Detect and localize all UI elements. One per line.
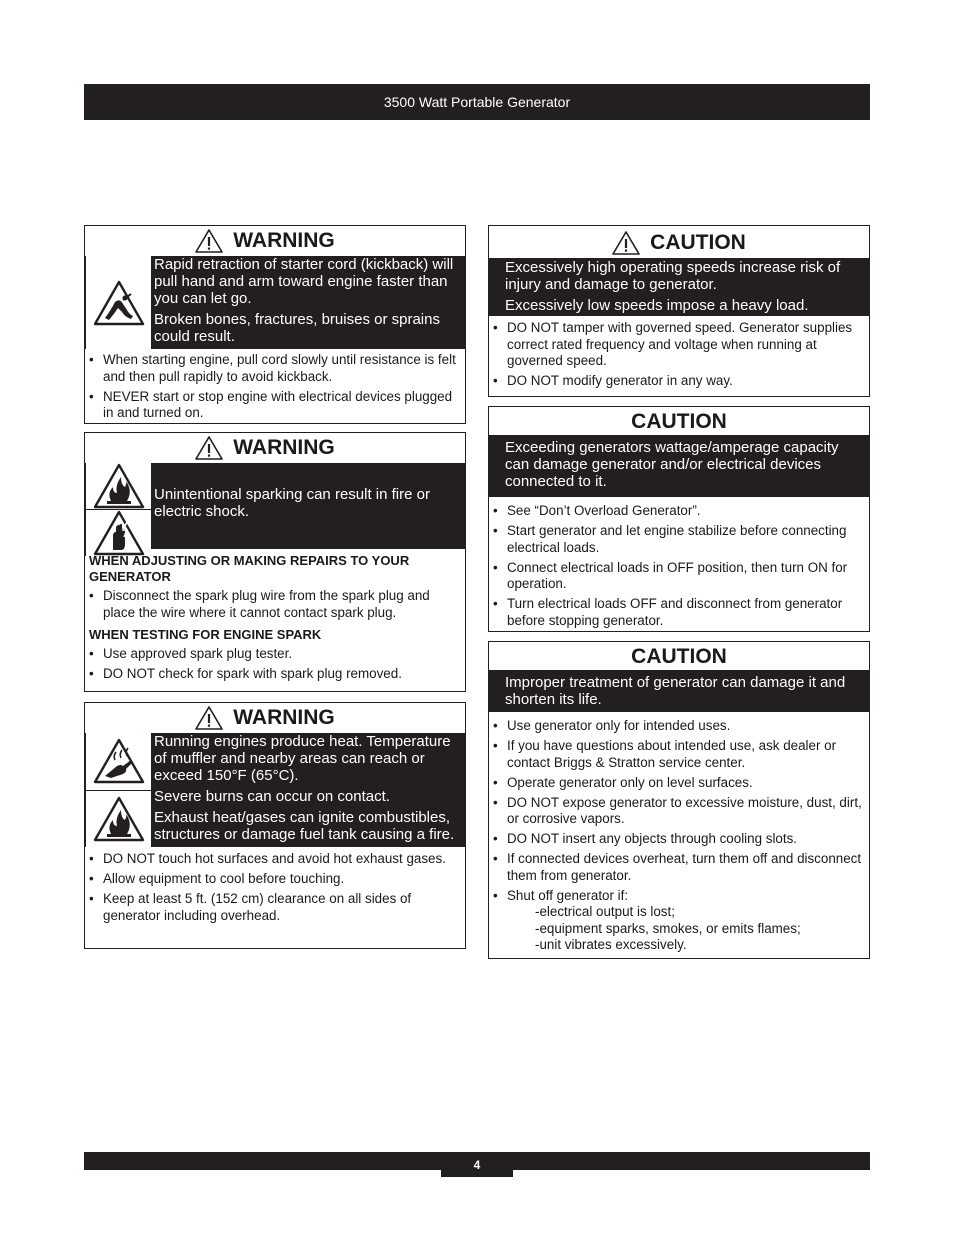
document-header-bar bbox=[84, 84, 870, 120]
precaution-list bbox=[85, 585, 465, 625]
warning-box-heat bbox=[84, 702, 466, 949]
list-item: • DO NOT check for spark with spark plug removed. bbox=[89, 666, 459, 683]
hazard-statement-text bbox=[152, 733, 465, 847]
alert-triangle-icon bbox=[195, 706, 223, 730]
list-item: • DO NOT modify generator in any way. bbox=[493, 373, 863, 390]
hazard-icon-column bbox=[85, 256, 152, 349]
list-item: • Operate generator only on level surfaces. bbox=[493, 775, 863, 792]
hazard-statement-panel bbox=[85, 463, 465, 549]
list-item: • DO NOT insert any objects through cooling slots. bbox=[493, 831, 863, 848]
hazard-statement-text bbox=[152, 463, 465, 549]
list-item: • Disconnect the spark plug wire from the spark plug and place the wire where it cannot contact spark plug. bbox=[89, 588, 459, 621]
hazard-statement: Improper treatment of generator can damage it and shorten its life. bbox=[505, 674, 846, 708]
alert-triangle-icon bbox=[195, 436, 223, 460]
shutoff-condition: -unit vibrates excessively. bbox=[535, 937, 687, 952]
section-heading: WHEN ADJUSTING OR MAKING REPAIRS TO YOUR GENERATOR bbox=[89, 553, 410, 584]
hot-surface-hazard-icon bbox=[93, 738, 145, 784]
caution-title: CAUTION bbox=[631, 410, 727, 433]
shutoff-condition: -equipment sparks, smokes, or emits flames; bbox=[535, 920, 801, 936]
hazard-statement: Running engines produce heat. Temperature of muffler and nearby areas can reach or exceed 150°F (65°C). bbox=[154, 733, 451, 784]
list-item: • See “Don’t Overload Generator”. bbox=[493, 503, 863, 520]
warning-box-sparking bbox=[84, 432, 466, 692]
list-item: • If connected devices overheat, turn them off and disconnect them from generator. bbox=[493, 851, 863, 884]
hazard-statement: Rapid retraction of starter cord (kickback) will pull hand and arm toward engine faster than you can let go. bbox=[154, 256, 454, 307]
caution-title: CAUTION bbox=[631, 645, 727, 668]
hazard-statement-panel bbox=[489, 670, 869, 712]
warning-title: WARNING bbox=[233, 229, 335, 252]
caution-box-speed bbox=[488, 225, 870, 397]
caution-box-treatment bbox=[488, 641, 870, 959]
list-item: • Allow equipment to cool before touching. bbox=[89, 871, 459, 888]
caution-title-row bbox=[489, 642, 869, 670]
list-item: • Connect electrical loads in OFF position, then turn ON for operation. bbox=[493, 560, 863, 593]
hazard-icon-column bbox=[85, 733, 152, 847]
hazard-icon-column bbox=[85, 463, 152, 549]
precaution-list bbox=[85, 643, 465, 687]
list-item: • When starting engine, pull cord slowly until resistance is felt and then pull rapidly to avoid kickback. bbox=[89, 352, 459, 385]
hazard-statement: Unintentional sparking can result in fire or electric shock. bbox=[154, 486, 430, 520]
hazard-consequence: Exhaust heat/gases can ignite combustibles, structures or damage fuel tank causing a fire. bbox=[154, 809, 455, 843]
warning-title: WARNING bbox=[233, 436, 335, 459]
kickback-hazard-icon bbox=[93, 280, 145, 326]
list-item: • DO NOT touch hot surfaces and avoid hot exhaust gases. bbox=[89, 851, 459, 868]
hazard-statement-panel bbox=[85, 733, 465, 847]
alert-triangle-icon bbox=[612, 231, 640, 255]
warning-title: WARNING bbox=[233, 706, 335, 729]
warning-title-row bbox=[85, 226, 465, 256]
list-item bbox=[493, 888, 863, 954]
hazard-statement-text bbox=[152, 256, 465, 349]
caution-title-row bbox=[489, 407, 869, 435]
caution-box-overload bbox=[488, 406, 870, 632]
warning-title-row bbox=[85, 703, 465, 733]
hazard-consequence: Excessively low speeds impose a heavy load. bbox=[505, 297, 809, 314]
section-heading: WHEN TESTING FOR ENGINE SPARK bbox=[89, 627, 322, 642]
caution-title-row bbox=[489, 226, 869, 258]
alert-triangle-icon bbox=[195, 229, 223, 253]
hazard-statement: Excessively high operating speeds increase risk of injury and damage to generator. bbox=[505, 259, 841, 293]
list-item: • DO NOT expose generator to excessive moisture, dust, dirt, or corrosive vapors. bbox=[493, 795, 863, 828]
hazard-statement-panel bbox=[85, 256, 465, 349]
precaution-list bbox=[85, 847, 465, 928]
precaution-list bbox=[489, 497, 869, 632]
shutoff-condition: -electrical output is lost; bbox=[535, 904, 675, 919]
list-item: • DO NOT tamper with governed speed. Generator supplies correct rated frequency and voltage when running at governed speed. bbox=[493, 320, 863, 370]
shutoff-lead: Shut off generator if: bbox=[507, 887, 629, 903]
precaution-list bbox=[489, 316, 869, 394]
caution-title: CAUTION bbox=[650, 231, 746, 254]
list-item: • NEVER start or stop engine with electrical devices plugged in and turned on. bbox=[89, 389, 459, 422]
precaution-list bbox=[85, 349, 465, 424]
list-item: • Use approved spark plug tester. bbox=[89, 646, 459, 663]
list-item: • Keep at least 5 ft. (152 cm) clearance on all sides of generator including overhead. bbox=[89, 891, 459, 924]
list-item: • Start generator and let engine stabilize before connecting electrical loads. bbox=[493, 523, 863, 556]
warning-title-row bbox=[85, 433, 465, 463]
warning-box-kickback bbox=[84, 225, 466, 424]
precaution-list bbox=[489, 712, 869, 958]
hazard-statement-panel bbox=[489, 258, 869, 316]
list-item: • If you have questions about intended use, ask dealer or contact Briggs & Stratton service center. bbox=[493, 738, 863, 771]
document-title: 3500 Watt Portable Generator bbox=[383, 94, 571, 110]
hazard-consequence: Broken bones, fractures, bruises or sprains could result. bbox=[154, 311, 440, 345]
list-item: • Turn electrical loads OFF and disconnect from generator before stopping generator. bbox=[493, 596, 863, 629]
fire-hazard-icon bbox=[93, 463, 145, 509]
page-number: 4 bbox=[441, 1152, 513, 1177]
list-item: • Use generator only for intended uses. bbox=[493, 718, 863, 735]
hazard-statement: Exceeding generators wattage/amperage capacity can damage generator and/or electrical devices connected to it. bbox=[505, 439, 839, 490]
hazard-statement-panel bbox=[489, 435, 869, 497]
fire-hazard-icon bbox=[93, 796, 145, 842]
electric-shock-hazard-icon bbox=[93, 510, 145, 556]
hazard-consequence: Severe burns can occur on contact. bbox=[154, 788, 390, 805]
